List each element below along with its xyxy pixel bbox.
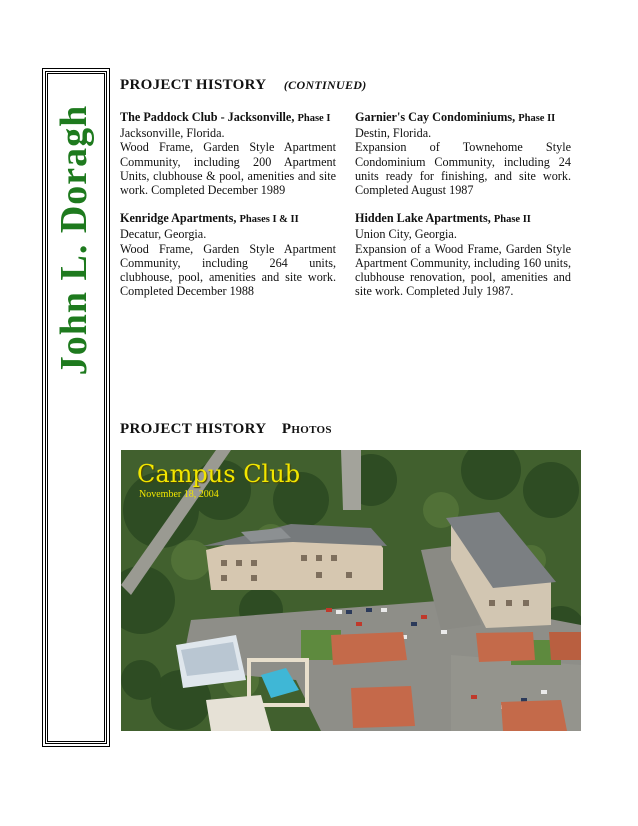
project-title	[355, 211, 571, 227]
project-phase: Phases I & II	[239, 214, 299, 226]
section-title: PROJECT HISTORY	[120, 77, 266, 93]
project-description: Wood Frame, Garden Style Apartment Community, including 264 units, clubhouse, pool, amenities and site work. Completed December 1988	[120, 241, 336, 299]
project-phase: Phase II	[493, 214, 531, 226]
project-description: Expansion of a Wood Frame, Garden Style Apartment Community, including 160 units, clubhouse renovation, pool, amenities and site work. Completed July 1987.	[355, 241, 571, 299]
section-heading-photos	[120, 421, 332, 438]
project-phase: Phase I	[297, 113, 331, 124]
project-entry	[355, 110, 571, 197]
project-name: Kenridge Apartments,	[120, 211, 237, 226]
project-name: Hidden Lake Apartments,	[355, 211, 491, 226]
project-name: The Paddock Club - Jacksonville,	[120, 110, 295, 124]
section-title: PROJECT HISTORY	[120, 421, 266, 437]
project-location: Decatur, Georgia.	[120, 227, 207, 242]
photo-caption	[137, 460, 300, 500]
project-phase: Phase II	[518, 113, 556, 124]
aerial-photo	[121, 450, 581, 731]
right-column	[355, 110, 571, 312]
project-name: Garnier's Cay Condominiums,	[355, 110, 516, 124]
project-location: Destin, Florida.	[355, 126, 432, 141]
left-column	[120, 110, 336, 312]
photo-title: Campus Club	[137, 460, 301, 488]
project-location: Jacksonville, Florida.	[120, 126, 225, 141]
photo-date: November 18, 2004	[139, 489, 219, 500]
section-heading-continued	[120, 77, 367, 94]
project-description: Wood Frame, Garden Style Apartment Community, including 200 Apartment Units, clubhouse & pool, amenities and site work. Completed December 1989	[120, 140, 336, 198]
project-location: Union City, Georgia.	[355, 227, 457, 242]
project-entry	[355, 211, 571, 298]
sidebar-name: John L. Doragh	[53, 104, 95, 376]
project-entry	[120, 110, 336, 197]
project-title	[120, 211, 336, 227]
project-description: Expansion of Townehome Style Condominium Community, including 24 units ready for finishing, and site work. Completed August 1987	[355, 140, 571, 198]
project-entry	[120, 211, 336, 298]
section-subtitle: Photos	[281, 421, 332, 437]
project-title	[355, 110, 571, 126]
section-subtitle: (CONTINUED)	[283, 78, 367, 92]
project-title	[120, 110, 336, 126]
